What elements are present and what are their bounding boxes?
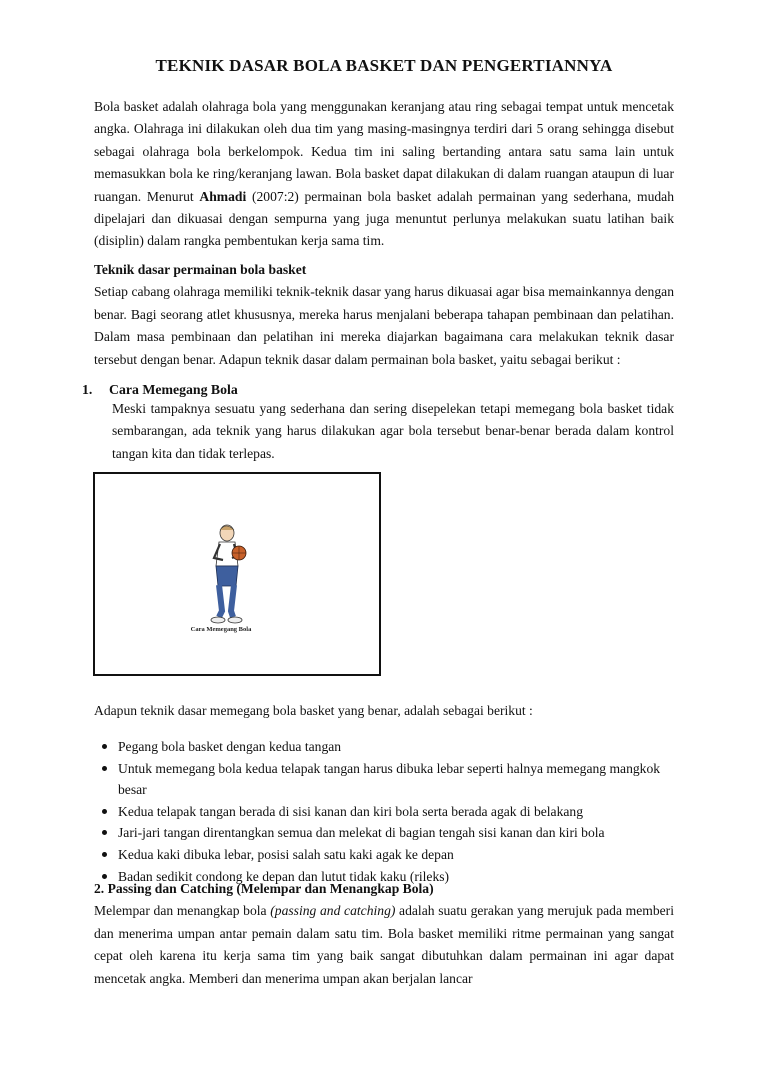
section1-heading bbox=[82, 382, 238, 398]
bullet-icon bbox=[102, 852, 107, 857]
intro-text-part2: (2007:2) permainan bola basket adalah permainan yang sederhana, mudah dipelajari dan dikuasai dengan sempurna yang juga menuntut perlunya melakukan suatu latihan baik (disiplin) dalam rangka pembentukan kerja sama tim. bbox=[94, 188, 674, 249]
list-item: Jari-jari tangan direntangkan semua dan melekat di bagian tengah sisi kanan dan kiri bola bbox=[100, 822, 680, 844]
bullet-icon bbox=[102, 809, 107, 814]
bullet-icon bbox=[102, 830, 107, 835]
section2 bbox=[94, 878, 674, 990]
holding-intro: Adapun teknik dasar memegang bola basket yang benar, adalah sebagai berikut : bbox=[94, 703, 533, 718]
intro-text-part1: Bola basket adalah olahraga bola yang menggunakan keranjang atau ring sebagai tempat untuk mencetak angka. Olahraga ini dilakukan oleh dua tim yang masing-masingnya terdiri dari 5 orang sehingga disebut sebagai olahraga bola berkelompok. Kedua tim ini saling bertanding antara satu sama lain untuk memasukkan bola ke ring/keranjang lawan. Bola basket dapat dilakukan di dalam ruangan ataupun di luar ruangan. Menurut bbox=[94, 99, 674, 204]
list-item: Badan sedikit condong ke depan dan lutut tidak kaku (rileks) bbox=[100, 866, 680, 888]
list-item: Pegang bola basket dengan kedua tangan bbox=[100, 736, 680, 758]
list-item: Kedua telapak tangan berada di sisi kanan dan kiri bola serta berada agak di belakang bbox=[100, 801, 680, 823]
list-item: Kedua kaki dibuka lebar, posisi salah satu kaki agak ke depan bbox=[100, 844, 680, 866]
figure-holding-ball bbox=[93, 472, 381, 676]
bullet-icon bbox=[102, 744, 107, 749]
holding-points-list bbox=[100, 736, 680, 887]
section2-body: Melempar dan menangkap bola (passing and catching) adalah suatu gerakan yang merujuk pada memberi dan menerima umpan antar pemain dalam satu tim. Bola basket memiliki ritme permainan yang sangat cepat oleh karena itu kerja sama tim yang baik sangat dibutuhkan dalam permainan ini agar dapat mencetak angka. Memberi dan menerima umpan akan berjalan lancar bbox=[94, 903, 674, 986]
section1-title: Cara Memegang Bola bbox=[109, 382, 238, 397]
intro-paragraph bbox=[94, 96, 674, 253]
bullet-icon bbox=[102, 766, 107, 771]
list-item: Untuk memegang bola kedua telapak tangan harus dibuka lebar seperti halnya memegang mangkok besar bbox=[100, 758, 680, 801]
basketball-player-illustration bbox=[95, 474, 379, 674]
section2-italic-term: (passing and catching) bbox=[270, 903, 396, 919]
intro-author: Ahmadi bbox=[199, 188, 247, 204]
section2-heading: 2. Passing dan Catching (Melempar dan Menangkap Bola) bbox=[94, 881, 434, 896]
section1-number: 1. bbox=[82, 382, 93, 397]
basic-technique-body: Setiap cabang olahraga memiliki teknik-teknik dasar yang harus dikuasai agar bisa memainkannya dengan benar. Bagi seorang atlet khususnya, mereka harus menjalani beberapa tahapan pembinaan dan pelatihan. Dalam masa pembinaan dan pelatihan ini mereka diajarkan bagaimana cara melakukan teknik dasar tersebut dengan benar. Adapun teknik dasar dalam permainan bola basket, yaitu sebagai berikut : bbox=[94, 284, 674, 367]
basic-technique-section bbox=[94, 259, 674, 371]
section1-body: Meski tampaknya sesuatu yang sederhana dan sering disepelekan tetapi memegang bola basket tidak sembarangan, ada teknik yang harus dilakukan agar bola tersebut benar-benar berada dalam kontrol tangan kita dan tidak terlepas. bbox=[112, 401, 674, 461]
figure-caption: Cara Memegang Bola bbox=[190, 626, 252, 633]
basic-technique-heading: Teknik dasar permainan bola basket bbox=[94, 262, 307, 277]
page-title: TEKNIK DASAR BOLA BASKET DAN PENGERTIANNYA bbox=[155, 56, 613, 75]
